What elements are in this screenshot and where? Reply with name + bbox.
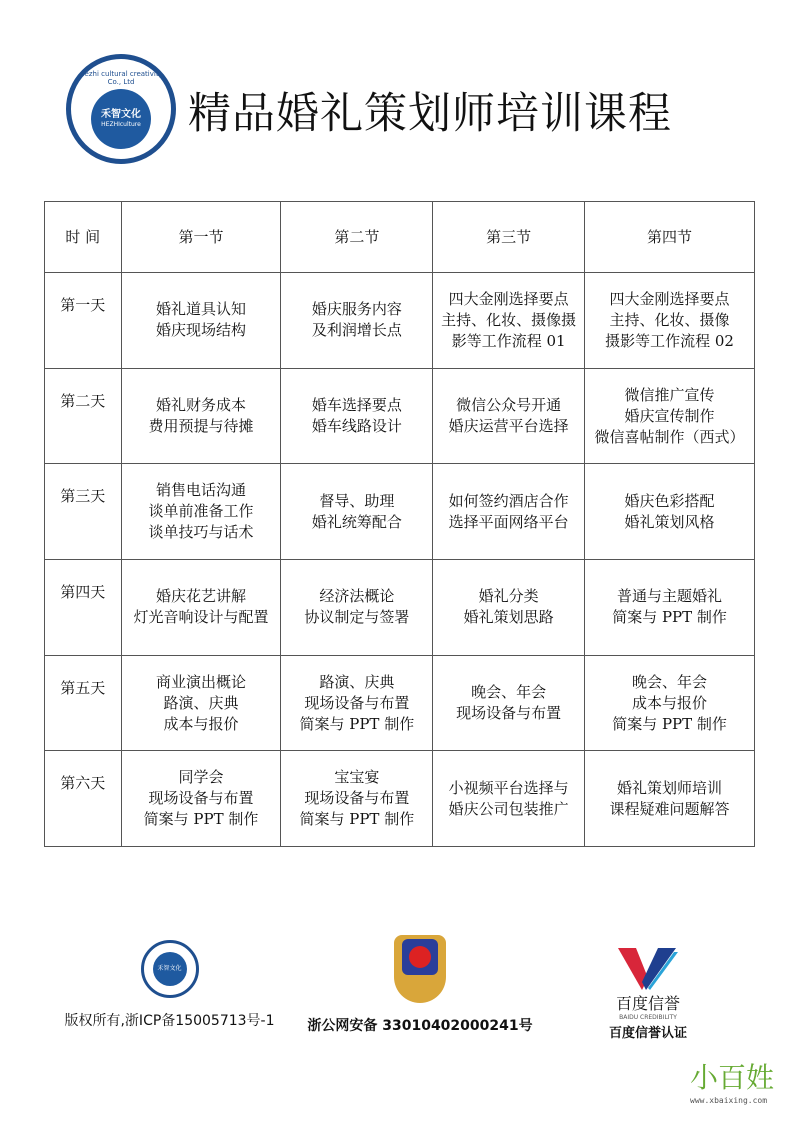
session-cell	[121, 368, 281, 464]
session-line: 费用预提与待摊	[148, 417, 254, 436]
session-line: 婚庆公司包装推广	[448, 799, 569, 818]
session-line: 协议制定与签署	[304, 608, 410, 627]
company-logo	[66, 54, 176, 164]
session-line: 婚庆宣传制作	[624, 406, 715, 425]
session-line: 摄影等工作流程 02	[605, 331, 734, 350]
column-header: 时 间	[45, 202, 122, 273]
session-cell	[585, 368, 755, 464]
session-cell	[121, 560, 281, 656]
session-line: 婚礼统筹配合	[311, 512, 402, 531]
day-label: 第二天	[45, 368, 122, 464]
session-line: 如何签约酒店合作	[448, 491, 569, 510]
session-line: 经济法概论	[319, 587, 395, 606]
session-line: 商业演出概论	[156, 672, 247, 691]
logo-cn: 禾智文化	[101, 108, 141, 120]
session-line: 小视频平台选择与	[448, 778, 569, 797]
session-line: 简案与 PPT 制作	[299, 810, 415, 829]
session-cell	[433, 655, 585, 751]
column-header: 第四节	[585, 202, 755, 273]
session-line: 成本与报价	[632, 693, 708, 712]
page-title: 精品婚礼策划师培训课程	[188, 89, 672, 139]
session-line: 宝宝宴	[334, 768, 380, 787]
column-header: 第三节	[433, 202, 585, 273]
session-line: 婚礼分类	[478, 587, 539, 606]
session-cell	[281, 560, 433, 656]
table-row	[45, 273, 755, 369]
copyright-text: 版权所有,浙ICP备15005713号-1	[64, 1013, 275, 1029]
session-line: 四大金刚选择要点	[609, 289, 730, 308]
column-header: 第一节	[121, 202, 281, 273]
session-line: 简案与 PPT 制作	[143, 810, 259, 829]
police-block	[300, 935, 540, 1035]
session-cell	[585, 464, 755, 560]
session-line: 谈单技巧与话术	[148, 523, 254, 542]
session-line: 晚会、年会	[471, 683, 547, 702]
baidu-logo-text: 百度信誉	[615, 994, 680, 1013]
session-cell	[433, 368, 585, 464]
session-line: 简案与 PPT 制作	[612, 608, 727, 627]
session-cell	[121, 655, 281, 751]
logo-ring-text: Hezhi cultural creativity Co., Ltd	[79, 69, 163, 86]
session-line: 婚车线路设计	[311, 417, 402, 436]
session-cell	[281, 273, 433, 369]
column-header: 第二节	[281, 202, 433, 273]
watermark	[690, 1062, 774, 1106]
session-line: 课程疑难问题解答	[609, 799, 730, 818]
session-line: 路演、庆典	[163, 693, 239, 712]
course-schedule-table	[44, 201, 755, 847]
session-line: 婚礼财务成本	[156, 396, 247, 415]
watermark-url: www.xbaixing.com	[690, 1096, 768, 1105]
session-line: 微信推广宣传	[624, 385, 715, 404]
session-line: 婚车选择要点	[311, 396, 402, 415]
baidu-v-icon	[618, 948, 678, 990]
session-line: 四大金刚选择要点	[448, 289, 569, 308]
session-cell	[281, 751, 433, 847]
session-line: 影等工作流程 01	[451, 331, 566, 350]
session-line: 微信喜帖制作（西式）	[594, 427, 745, 446]
session-line: 现场设备与布置	[304, 789, 410, 808]
session-line: 婚礼策划风格	[624, 512, 715, 531]
session-cell	[121, 273, 281, 369]
session-line: 成本与报价	[163, 714, 239, 733]
session-line: 婚庆服务内容	[311, 300, 402, 319]
session-cell	[433, 751, 585, 847]
session-cell	[433, 273, 585, 369]
logo-en: HEZHIculture	[101, 120, 141, 128]
day-label: 第六天	[45, 751, 122, 847]
day-label: 第一天	[45, 273, 122, 369]
police-badge-icon	[394, 935, 446, 1003]
table-row	[45, 751, 755, 847]
table-row	[45, 655, 755, 751]
session-cell	[281, 655, 433, 751]
table-row	[45, 368, 755, 464]
session-cell	[585, 560, 755, 656]
session-line: 主持、化妆、摄像	[609, 310, 730, 329]
table-row	[45, 560, 755, 656]
session-cell	[433, 560, 585, 656]
watermark-text: 小百姓	[690, 1061, 775, 1094]
session-cell	[585, 273, 755, 369]
session-cell	[281, 464, 433, 560]
session-line: 微信公众号开通	[456, 396, 562, 415]
session-cell	[433, 464, 585, 560]
baidu-cert-text: 百度信誉认证	[608, 1026, 687, 1041]
session-line: 督导、助理	[319, 491, 395, 510]
session-line: 婚礼策划思路	[463, 608, 554, 627]
day-label: 第三天	[45, 464, 122, 560]
session-cell	[121, 751, 281, 847]
table-row	[45, 464, 755, 560]
session-line: 简案与 PPT 制作	[612, 714, 727, 733]
session-line: 婚庆花艺讲解	[156, 587, 247, 606]
copyright-block	[62, 940, 277, 1030]
logo-inner	[91, 89, 151, 149]
police-record-text[interactable]: 浙公网安备 33010402000241号	[307, 1018, 533, 1034]
session-line: 婚庆运营平台选择	[448, 417, 569, 436]
session-line: 销售电话沟通	[156, 481, 247, 500]
session-cell	[585, 655, 755, 751]
session-line: 普通与主题婚礼	[617, 587, 723, 606]
session-line: 及利润增长点	[311, 321, 402, 340]
session-line: 同学会	[178, 768, 224, 787]
baidu-en-text: BAIDU CREDIBILITY	[619, 1014, 677, 1021]
session-line: 主持、化妆、摄像摄	[441, 310, 577, 329]
session-line: 现场设备与布置	[304, 693, 410, 712]
session-line: 婚庆现场结构	[156, 321, 247, 340]
session-cell	[281, 368, 433, 464]
session-line: 选择平面网络平台	[448, 512, 569, 531]
session-line: 谈单前准备工作	[148, 502, 254, 521]
session-line: 婚礼道具认知	[156, 300, 247, 319]
day-label: 第四天	[45, 560, 122, 656]
session-line: 路演、庆典	[319, 672, 395, 691]
session-line: 灯光音响设计与配置	[133, 608, 269, 627]
session-line: 婚礼策划师培训	[617, 778, 723, 797]
session-cell	[121, 464, 281, 560]
small-logo-cn: 禾智文化	[153, 952, 187, 986]
session-line: 简案与 PPT 制作	[299, 714, 415, 733]
session-line: 现场设备与布置	[148, 789, 254, 808]
day-label: 第五天	[45, 655, 122, 751]
session-line: 现场设备与布置	[456, 704, 562, 723]
small-company-logo	[141, 940, 199, 998]
session-line: 婚庆色彩搭配	[624, 491, 715, 510]
session-line: 晚会、年会	[632, 672, 708, 691]
baidu-block	[593, 948, 703, 1042]
session-cell	[585, 751, 755, 847]
